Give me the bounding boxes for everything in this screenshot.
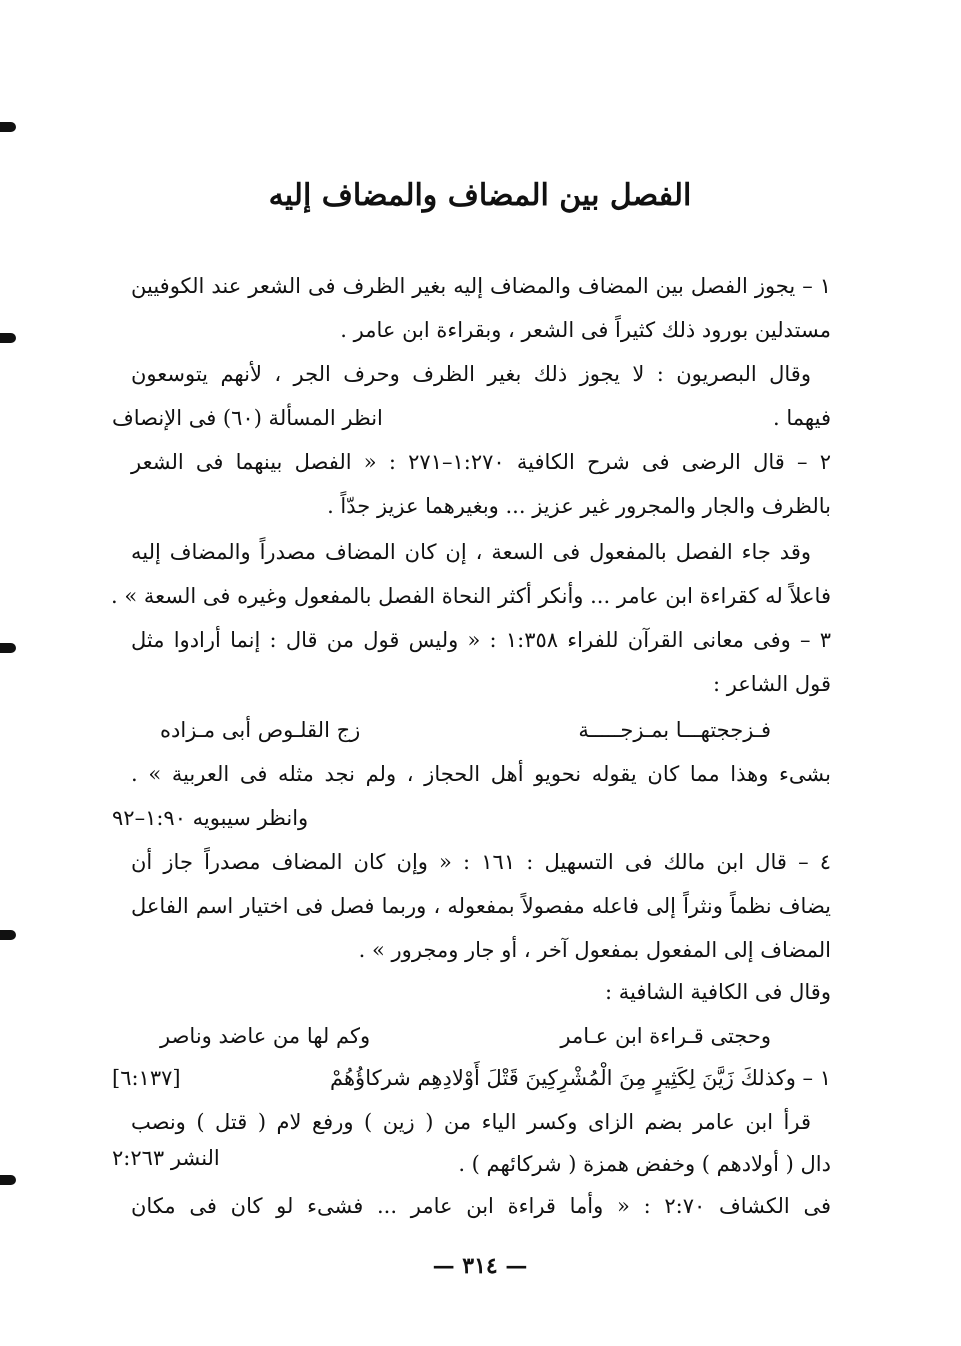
scan-edge-mark [0, 1175, 16, 1185]
text-line: فى الكشاف ٢:٧٠ : « وأما قراءة ابن عامر ... فشىء لو كان فى مكان [131, 1194, 832, 1218]
nashr-reference: النشر ٢:٢٦٣ [112, 1146, 220, 1170]
text-line: يضاف نظماً ونثراً إلى فاعله مفصولاً بمفعوله ، وربما فصل فى اختيار اسم الفاعل [131, 894, 831, 918]
page-title: الفصل بين المضاف والمضاف إليه [268, 178, 692, 213]
scan-edge-mark [0, 643, 16, 653]
sibawayh-reference: وانظر سيبويه ١:٩٠–٩٢ [112, 806, 309, 830]
text-line: ١ – يجوز الفصل بين المضاف والمضاف إليه بغير الظرف فى الشعر عند الكوفيين [131, 274, 831, 298]
verse-reference: [٦:١٣٧] [112, 1066, 181, 1090]
text-line: بشىء وهذا مما كان يقوله نحويو أهل الحجاز ، ولم نجد مثله فى العربية » . [131, 762, 831, 786]
verse-hemistich-first: وحجتى قـراءة ابن عـامر [560, 1024, 771, 1048]
scan-edge-mark [0, 930, 16, 940]
verse-hemistich-second: وكم لها من عاضد وناصر [160, 1024, 371, 1048]
text-line: دال ( أولادهم ) وخفض همزة ( شركائهم ) . [458, 1152, 831, 1176]
text-line: وقال البصريون : لا يجوز ذلك بغير الظرف وحرف الجر ، لأنهم يتوسعون [131, 362, 811, 386]
scan-edge-mark [0, 333, 16, 343]
text-line: مستدلين بورود ذلك كثيراً فى الشعر ، وبقراءة ابن عامر . [340, 318, 831, 342]
text-line: فاعلاً له كقراءة ابن عامر ... وأنكر أكثر النحاة الفصل بالمفعول وغيره فى السعة » . [110, 584, 831, 608]
text-line: وقد جاء الفصل بالمفعول فى السعة ، إن كان المضاف مصدراً والمضاف إليه [131, 540, 811, 564]
text-line: المضاف إلى المفعول بمفعول آخر ، أو جار ومجرور » . [358, 938, 831, 962]
text-line: قول الشاعر : [712, 672, 831, 696]
insaf-reference: انظر المسألة (٦٠) فى الإنصاف [112, 406, 383, 430]
scan-edge-mark [0, 122, 16, 132]
text-line: قرأ ابن عامر بضم الزاى وكسر الياء من ( زين ) ورفع لام ( قتل ) ونصب [131, 1110, 811, 1134]
text-line: بالظرف والجار والمجرور غير عزيز ... وبغيرهما عزيز جدّاً . [327, 494, 831, 518]
page-number: — ٣١٤ — [432, 1253, 528, 1279]
text-line: فيهما . [773, 406, 831, 430]
verse-hemistich-second: زج القلـوص أبى مـزاده [160, 718, 361, 742]
text-line: وقال فى الكافية الشافية : [604, 980, 831, 1004]
text-line: ٤ – قال ابن مالك فى التسهيل : ١٦١ : « وإن كان المضاف مصدراً جاز أن [131, 850, 831, 874]
quran-verse-line: ١ – وكذلكَ زَيَّنَ لِكَثِيرٍ مِنَ الْمُشْرِكِينَ قَتْلَ أَوْلادِهِم شركاؤُهُمْ [330, 1066, 831, 1090]
text-line: ٣ – وفى معانى القرآن للفراء ١:٣٥٨ : « وليس قول من قال : إنما أرادوا مثل [131, 628, 831, 652]
verse-hemistich-first: فـزججتهـــا بمـزجـــــة [578, 718, 771, 742]
text-line: ٢ – قال الرضى فى شرح الكافية ١:٢٧٠–٢٧١ : « الفصل بينهما فى الشعر [131, 450, 831, 474]
